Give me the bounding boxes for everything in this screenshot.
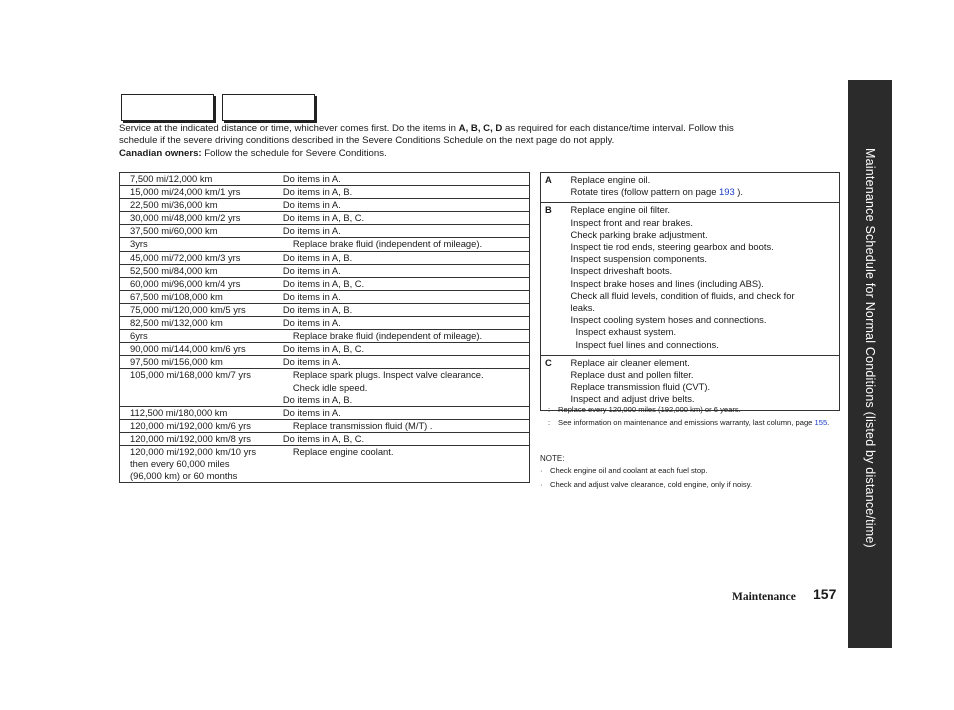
schedule-row bbox=[120, 470, 530, 483]
bullet-icon: · bbox=[540, 480, 543, 489]
item-line: Inspect exhaust system. bbox=[575, 326, 677, 338]
schedule-action: Replace spark plugs. Inspect valve clearance. bbox=[292, 369, 484, 381]
item-line: Replace engine oil filter. bbox=[570, 204, 671, 216]
footnote-mark: : bbox=[547, 418, 551, 427]
item-list-c bbox=[571, 355, 840, 410]
footnote-2-text: See information on maintenance and emissions warranty, last column, page bbox=[558, 418, 815, 427]
schedule-interval: 15,000 mi/24,000 km/1 yrs bbox=[120, 186, 283, 199]
note-1-text: Check engine oil and coolant at each fuel stop. bbox=[550, 466, 708, 475]
schedule-row bbox=[120, 290, 530, 303]
item-list-b bbox=[571, 203, 840, 355]
canadian-label: Canadian owners: bbox=[119, 147, 202, 159]
schedule-row bbox=[120, 225, 530, 238]
schedule-row bbox=[120, 445, 530, 458]
schedule-action bbox=[283, 470, 530, 483]
intro-text bbox=[119, 123, 819, 160]
item-group-b bbox=[541, 203, 840, 355]
item-line: Inspect cooling system hoses and connections. bbox=[570, 314, 767, 326]
header-tab-box-2 bbox=[222, 94, 315, 121]
intro-line-2: schedule if the severe driving conditions described in the Severe Conditions Schedule on the next page do not apply. bbox=[119, 135, 615, 147]
footnote-2 bbox=[540, 417, 830, 429]
item-line: Check parking brake adjustment. bbox=[570, 228, 708, 240]
schedule-action bbox=[283, 458, 530, 470]
schedule-action: Replace brake fluid (independent of mileage). bbox=[283, 330, 530, 343]
item-group-a bbox=[541, 173, 840, 203]
schedule-row bbox=[120, 199, 530, 212]
schedule-action: Do items in A, B. bbox=[283, 303, 530, 316]
schedule-row bbox=[120, 330, 530, 343]
item-line: Replace dust and pollen filter. bbox=[570, 369, 694, 381]
schedule-action: Do items in A, B, C. bbox=[283, 277, 530, 290]
schedule-action: Do items in A. bbox=[283, 173, 530, 186]
schedule-action: Do items in A. bbox=[283, 264, 530, 277]
schedule-row bbox=[120, 432, 530, 445]
schedule-interval: 3yrs bbox=[120, 238, 283, 251]
note-label: NOTE: bbox=[540, 454, 565, 463]
schedule-interval: then every 60,000 miles bbox=[130, 458, 230, 470]
item-line: Inspect tie rod ends, steering gearbox and boots. bbox=[570, 241, 774, 253]
schedule-interval: 97,500 mi/156,000 km bbox=[120, 356, 283, 369]
intro-items-bold: A, B, C, D bbox=[458, 123, 503, 134]
schedule-row bbox=[120, 264, 530, 277]
schedule-interval: 6yrs bbox=[120, 330, 283, 343]
schedule-action: Do items in A. bbox=[283, 356, 530, 369]
schedule-interval: 120,000 mi/192,000 km/10 yrs bbox=[130, 445, 257, 457]
schedule-interval: 52,500 mi/84,000 km bbox=[120, 264, 283, 277]
header-tab-box-1 bbox=[121, 94, 214, 121]
item-line: Inspect fuel lines and connections. bbox=[575, 338, 719, 350]
footnote-mark: : bbox=[547, 405, 551, 414]
schedule-row bbox=[120, 173, 530, 186]
schedule-action: Do items in A. bbox=[283, 225, 530, 238]
item-line: Inspect driveshaft boots. bbox=[570, 265, 673, 277]
schedule-action: Do items in A, B. bbox=[283, 394, 530, 407]
bullet-icon: · bbox=[540, 466, 543, 475]
note-bullet-2 bbox=[540, 479, 752, 491]
schedule-action: Do items in A, B. bbox=[283, 186, 530, 199]
schedule-interval: 60,000 mi/96,000 km/4 yrs bbox=[120, 277, 283, 290]
schedule-interval: 30,000 mi/48,000 km/2 yrs bbox=[120, 212, 283, 225]
schedule-row bbox=[120, 356, 530, 369]
page-link-155[interactable]: 155 bbox=[814, 418, 828, 427]
item-line: Check all fluid levels, condition of fluids, and check for leaks. bbox=[570, 289, 795, 314]
schedule-interval: 67,500 mi/108,000 km bbox=[120, 290, 283, 303]
maintenance-items-table bbox=[540, 172, 840, 411]
item-letter-c: C bbox=[541, 355, 571, 410]
item-letter-b: B bbox=[541, 203, 571, 355]
schedule-row bbox=[120, 394, 530, 407]
schedule-row bbox=[120, 458, 530, 470]
schedule-row bbox=[120, 251, 530, 264]
maintenance-schedule-table bbox=[119, 172, 530, 483]
item-letter-a: A bbox=[541, 173, 571, 203]
side-section-tab bbox=[848, 80, 892, 648]
schedule-interval: 120,000 mi/192,000 km/8 yrs bbox=[120, 432, 283, 445]
page-number: 157 bbox=[813, 586, 837, 602]
schedule-action: Replace brake fluid (independent of mileage). bbox=[283, 238, 530, 251]
schedule-action: Replace transmission fluid (M/T) . bbox=[283, 419, 530, 432]
item-line: Inspect and adjust drive belts. bbox=[570, 393, 695, 405]
schedule-interval: 22,500 mi/36,000 km bbox=[120, 199, 283, 212]
schedule-interval: 90,000 mi/144,000 km/6 yrs bbox=[120, 343, 283, 356]
footnote-1-text: Replace every 120,000 miles (192,000 km) or 6 years. bbox=[558, 405, 741, 414]
schedule-action: Do items in A, B, C. bbox=[283, 212, 530, 225]
schedule-row bbox=[120, 186, 530, 199]
schedule-interval: 7,500 mi/12,000 km bbox=[120, 173, 283, 186]
item-list-a bbox=[571, 173, 840, 203]
schedule-row bbox=[120, 406, 530, 419]
schedule-action: Do items in A. bbox=[283, 199, 530, 212]
canadian-note bbox=[119, 148, 819, 160]
item-line-text: Rotate tires (follow pattern on page bbox=[570, 186, 720, 198]
schedule-row bbox=[120, 317, 530, 330]
schedule-interval bbox=[120, 394, 283, 407]
footer-section-label: Maintenance bbox=[732, 591, 796, 603]
schedule-row bbox=[120, 419, 530, 432]
item-line-suffix: ). bbox=[734, 186, 744, 198]
schedule-interval: 37,500 mi/60,000 km bbox=[120, 225, 283, 238]
schedule-row bbox=[120, 238, 530, 251]
page-link-193[interactable]: 193 bbox=[719, 186, 735, 198]
schedule-row bbox=[120, 303, 530, 316]
schedule-action: Do items in A. bbox=[283, 290, 530, 303]
item-line-rotate bbox=[571, 186, 840, 198]
schedule-row bbox=[120, 277, 530, 290]
item-line: Inspect front and rear brakes. bbox=[570, 216, 693, 228]
schedule-action: Do items in A. bbox=[283, 406, 530, 419]
intro-line-1-pre: Service at the indicated distance or time, whichever comes first. Do the items in bbox=[119, 123, 459, 134]
note-2-text: Check and adjust valve clearance, cold engine, only if noisy. bbox=[550, 480, 753, 489]
schedule-interval bbox=[120, 382, 283, 394]
item-line: Inspect brake hoses and lines (including ABS). bbox=[570, 277, 764, 289]
schedule-action: Do items in A. bbox=[283, 317, 530, 330]
footnote-1 bbox=[540, 404, 741, 416]
note-bullet-1 bbox=[540, 465, 707, 477]
item-line: Replace transmission fluid (CVT). bbox=[570, 381, 711, 393]
schedule-interval: 75,000 mi/120,000 km/5 yrs bbox=[120, 303, 283, 316]
schedule-interval: 105,000 mi/168,000 km/7 yrs bbox=[130, 369, 251, 381]
schedule-action: Do items in A, B, C. bbox=[283, 432, 530, 445]
schedule-action: Check idle speed. bbox=[292, 381, 368, 393]
schedule-action: Replace engine coolant. bbox=[292, 445, 394, 457]
schedule-row bbox=[120, 343, 530, 356]
schedule-action: Do items in A, B. bbox=[283, 251, 530, 264]
item-line: Inspect suspension components. bbox=[570, 253, 708, 265]
canadian-text: Follow the schedule for Severe Conditions. bbox=[201, 147, 387, 159]
schedule-body bbox=[120, 173, 530, 483]
item-group-c bbox=[541, 355, 840, 410]
schedule-interval: 120,000 mi/192,000 km/6 yrs bbox=[120, 419, 283, 432]
item-line: Replace air cleaner element. bbox=[570, 356, 690, 368]
item-line: Replace engine oil. bbox=[570, 174, 651, 185]
schedule-row bbox=[120, 369, 530, 382]
schedule-interval: 45,000 mi/72,000 km/3 yrs bbox=[120, 251, 283, 264]
schedule-row bbox=[120, 212, 530, 225]
schedule-interval: 112,500 mi/180,000 km bbox=[120, 406, 283, 419]
intro-line-1-post: as required for each distance/time interval. Follow this bbox=[502, 123, 734, 134]
schedule-interval: (96,000 km) or 60 months bbox=[120, 470, 283, 483]
schedule-action: Do items in A, B, C. bbox=[283, 343, 530, 356]
footnote-2-end: . bbox=[827, 418, 830, 427]
side-tab-text: Maintenance Schedule for Normal Conditions (listed by distance/time) bbox=[863, 148, 877, 548]
schedule-row bbox=[120, 382, 530, 394]
intro-line-1 bbox=[119, 123, 819, 135]
schedule-interval: 82,500 mi/132,000 km bbox=[120, 317, 283, 330]
